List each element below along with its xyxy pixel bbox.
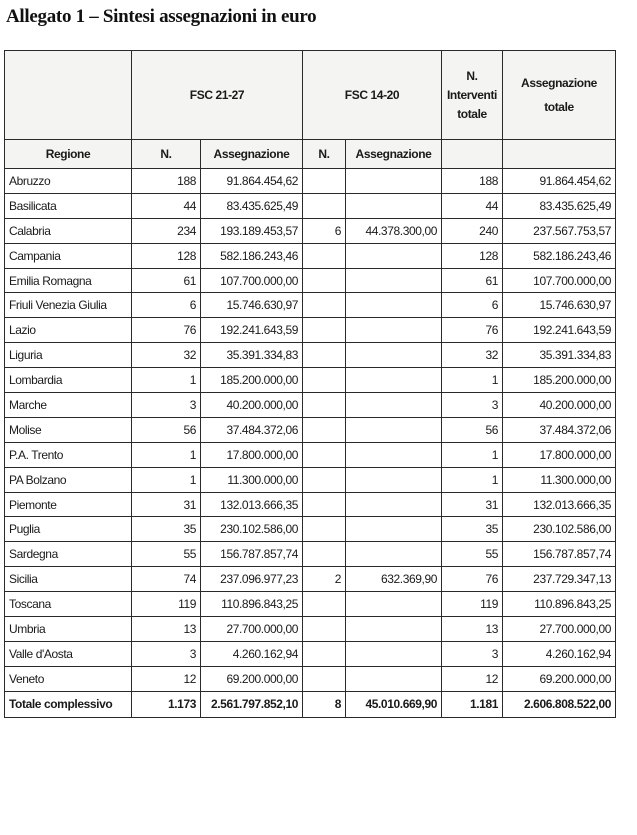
cell-n-totale: 3 <box>442 641 503 666</box>
cell-assegnazione-totale: 15.746.630,97 <box>503 293 616 318</box>
cell-n-1420 <box>303 467 346 492</box>
cell-n-1420 <box>303 492 346 517</box>
cell-assegnazione-totale: 91.864.454,62 <box>503 169 616 194</box>
header-n-interventi-totale: N. Interventi totale <box>442 51 503 140</box>
cell-assegnazione-2127: 27.700.000,00 <box>201 617 303 642</box>
cell-n-totale: 44 <box>442 193 503 218</box>
cell-assegnazione-totale: 17.800.000,00 <box>503 442 616 467</box>
cell-n-1420 <box>303 517 346 542</box>
document-title: Allegato 1 – Sintesi assegnazioni in euro <box>6 6 317 27</box>
cell-assegnazione-totale: 27.700.000,00 <box>503 617 616 642</box>
header-assegnazione-totale: Assegnazione totale <box>503 51 616 140</box>
cell-regione: PA Bolzano <box>5 467 132 492</box>
cell-regione: Campania <box>5 243 132 268</box>
cell-assegnazione-2127: 107.700.000,00 <box>201 268 303 293</box>
table-row <box>5 243 616 268</box>
cell-n-totale: 35 <box>442 517 503 542</box>
cell-regione: Marche <box>5 393 132 418</box>
cell-n-2127: 55 <box>132 542 201 567</box>
header-blank-cell <box>5 51 132 140</box>
table-row <box>5 567 616 592</box>
cell-n-1420 <box>303 641 346 666</box>
table-row <box>5 193 616 218</box>
cell-n-2127: 188 <box>132 169 201 194</box>
cell-assegnazione-totale: 40.200.000,00 <box>503 393 616 418</box>
cell-assegnazione-1420 <box>346 293 442 318</box>
cell-n-2127: 234 <box>132 218 201 243</box>
cell-assegnazione-totale: 237.567.753,57 <box>503 218 616 243</box>
header-fsc1420: FSC 14-20 <box>303 51 442 140</box>
cell-n-2127: 31 <box>132 492 201 517</box>
cell-n-2127: 3 <box>132 393 201 418</box>
cell-n-2127: 3 <box>132 641 201 666</box>
table-row <box>5 617 616 642</box>
cell-n-totale: 1 <box>442 368 503 393</box>
table-row <box>5 666 616 691</box>
cell-n-totale: 1 <box>442 467 503 492</box>
cell-n-totale: 76 <box>442 318 503 343</box>
cell-assegnazione-2127: 83.435.625,49 <box>201 193 303 218</box>
cell-assegnazione-1420 <box>346 592 442 617</box>
total-assegnazione-totale: 2.606.808.522,00 <box>503 691 616 717</box>
cell-n-1420 <box>303 592 346 617</box>
header-n-2127: N. <box>132 140 201 169</box>
cell-assegnazione-1420: 632.369,90 <box>346 567 442 592</box>
cell-n-2127: 128 <box>132 243 201 268</box>
cell-regione: Friuli Venezia Giulia <box>5 293 132 318</box>
cell-n-2127: 1 <box>132 368 201 393</box>
cell-n-2127: 12 <box>132 666 201 691</box>
cell-regione: Liguria <box>5 343 132 368</box>
cell-assegnazione-2127: 17.800.000,00 <box>201 442 303 467</box>
cell-regione: Basilicata <box>5 193 132 218</box>
cell-n-totale: 1 <box>442 442 503 467</box>
cell-assegnazione-1420 <box>346 542 442 567</box>
cell-regione: Lombardia <box>5 368 132 393</box>
cell-n-1420 <box>303 293 346 318</box>
cell-n-totale: 188 <box>442 169 503 194</box>
allocation-summary-table <box>4 50 616 718</box>
cell-regione: Sardegna <box>5 542 132 567</box>
table-row <box>5 343 616 368</box>
cell-assegnazione-1420 <box>346 368 442 393</box>
cell-n-2127: 56 <box>132 417 201 442</box>
cell-assegnazione-totale: 192.241.643,59 <box>503 318 616 343</box>
cell-assegnazione-totale: 107.700.000,00 <box>503 268 616 293</box>
cell-assegnazione-1420: 44.378.300,00 <box>346 218 442 243</box>
cell-assegnazione-totale: 69.200.000,00 <box>503 666 616 691</box>
cell-n-1420 <box>303 617 346 642</box>
cell-n-2127: 32 <box>132 343 201 368</box>
cell-n-totale: 76 <box>442 567 503 592</box>
cell-assegnazione-2127: 156.787.857,74 <box>201 542 303 567</box>
cell-n-totale: 56 <box>442 417 503 442</box>
table-row <box>5 393 616 418</box>
cell-assegnazione-2127: 230.102.586,00 <box>201 517 303 542</box>
table-row <box>5 467 616 492</box>
cell-regione: Calabria <box>5 218 132 243</box>
cell-assegnazione-1420 <box>346 193 442 218</box>
cell-regione: Umbria <box>5 617 132 642</box>
cell-assegnazione-1420 <box>346 393 442 418</box>
cell-regione: Sicilia <box>5 567 132 592</box>
cell-regione: Veneto <box>5 666 132 691</box>
cell-regione: P.A. Trento <box>5 442 132 467</box>
cell-assegnazione-2127: 110.896.843,25 <box>201 592 303 617</box>
cell-assegnazione-2127: 15.746.630,97 <box>201 293 303 318</box>
cell-assegnazione-totale: 582.186.243,46 <box>503 243 616 268</box>
total-n-2127: 1.173 <box>132 691 201 717</box>
cell-assegnazione-1420 <box>346 442 442 467</box>
cell-assegnazione-2127: 237.096.977,23 <box>201 567 303 592</box>
cell-n-1420 <box>303 268 346 293</box>
table-row <box>5 417 616 442</box>
cell-assegnazione-1420 <box>346 492 442 517</box>
cell-regione: Molise <box>5 417 132 442</box>
cell-assegnazione-totale: 4.260.162,94 <box>503 641 616 666</box>
cell-assegnazione-2127: 192.241.643,59 <box>201 318 303 343</box>
cell-n-2127: 6 <box>132 293 201 318</box>
header-assegnazione-1420: Assegnazione <box>346 140 442 169</box>
cell-assegnazione-1420 <box>346 517 442 542</box>
table-row <box>5 218 616 243</box>
cell-assegnazione-1420 <box>346 268 442 293</box>
cell-n-totale: 6 <box>442 293 503 318</box>
cell-n-totale: 12 <box>442 666 503 691</box>
cell-assegnazione-totale: 110.896.843,25 <box>503 592 616 617</box>
cell-assegnazione-totale: 37.484.372,06 <box>503 417 616 442</box>
cell-assegnazione-2127: 193.189.453,57 <box>201 218 303 243</box>
total-regione: Totale complessivo <box>5 691 132 717</box>
cell-assegnazione-2127: 37.484.372,06 <box>201 417 303 442</box>
cell-regione: Valle d'Aosta <box>5 641 132 666</box>
table-row <box>5 492 616 517</box>
cell-n-1420 <box>303 243 346 268</box>
cell-n-2127: 74 <box>132 567 201 592</box>
cell-regione: Emilia Romagna <box>5 268 132 293</box>
cell-assegnazione-1420 <box>346 617 442 642</box>
cell-n-totale: 13 <box>442 617 503 642</box>
total-assegnazione-2127: 2.561.797.852,10 <box>201 691 303 717</box>
cell-assegnazione-2127: 132.013.666,35 <box>201 492 303 517</box>
table-body <box>5 169 616 692</box>
cell-n-totale: 128 <box>442 243 503 268</box>
header-sub-row <box>5 140 616 169</box>
cell-n-2127: 13 <box>132 617 201 642</box>
cell-n-totale: 32 <box>442 343 503 368</box>
cell-regione: Abruzzo <box>5 169 132 194</box>
cell-assegnazione-1420 <box>346 243 442 268</box>
cell-n-1420 <box>303 368 346 393</box>
cell-n-totale: 240 <box>442 218 503 243</box>
table-row <box>5 517 616 542</box>
cell-regione: Piemonte <box>5 492 132 517</box>
header-n-totale-blank <box>442 140 503 169</box>
cell-n-1420 <box>303 169 346 194</box>
cell-assegnazione-2127: 582.186.243,46 <box>201 243 303 268</box>
table-row <box>5 641 616 666</box>
cell-assegnazione-1420 <box>346 467 442 492</box>
cell-n-totale: 55 <box>442 542 503 567</box>
cell-n-1420 <box>303 193 346 218</box>
table-row <box>5 442 616 467</box>
cell-assegnazione-totale: 132.013.666,35 <box>503 492 616 517</box>
total-row <box>5 691 616 717</box>
cell-n-2127: 61 <box>132 268 201 293</box>
cell-assegnazione-1420 <box>346 417 442 442</box>
cell-n-1420: 6 <box>303 218 346 243</box>
cell-n-1420 <box>303 542 346 567</box>
cell-assegnazione-2127: 35.391.334,83 <box>201 343 303 368</box>
cell-regione: Lazio <box>5 318 132 343</box>
cell-assegnazione-1420 <box>346 169 442 194</box>
cell-n-1420 <box>303 417 346 442</box>
cell-regione: Toscana <box>5 592 132 617</box>
header-group-row <box>5 51 616 140</box>
total-assegnazione-1420: 45.010.669,90 <box>346 691 442 717</box>
cell-assegnazione-totale: 230.102.586,00 <box>503 517 616 542</box>
cell-regione: Puglia <box>5 517 132 542</box>
cell-n-1420 <box>303 318 346 343</box>
header-n-1420: N. <box>303 140 346 169</box>
cell-n-1420: 2 <box>303 567 346 592</box>
cell-assegnazione-2127: 40.200.000,00 <box>201 393 303 418</box>
header-regione: Regione <box>5 140 132 169</box>
cell-n-1420 <box>303 343 346 368</box>
table-row <box>5 592 616 617</box>
cell-assegnazione-totale: 11.300.000,00 <box>503 467 616 492</box>
cell-n-2127: 76 <box>132 318 201 343</box>
cell-assegnazione-totale: 83.435.625,49 <box>503 193 616 218</box>
cell-assegnazione-2127: 185.200.000,00 <box>201 368 303 393</box>
cell-assegnazione-2127: 91.864.454,62 <box>201 169 303 194</box>
cell-assegnazione-totale: 237.729.347,13 <box>503 567 616 592</box>
cell-assegnazione-1420 <box>346 641 442 666</box>
total-n-1420: 8 <box>303 691 346 717</box>
table-row <box>5 169 616 194</box>
cell-assegnazione-2127: 4.260.162,94 <box>201 641 303 666</box>
cell-n-totale: 3 <box>442 393 503 418</box>
cell-assegnazione-1420 <box>346 666 442 691</box>
cell-n-1420 <box>303 666 346 691</box>
table-row <box>5 368 616 393</box>
cell-n-totale: 61 <box>442 268 503 293</box>
header-assegnazione-totale-blank <box>503 140 616 169</box>
cell-assegnazione-totale: 185.200.000,00 <box>503 368 616 393</box>
header-fsc2127: FSC 21-27 <box>132 51 303 140</box>
header-assegnazione-2127: Assegnazione <box>201 140 303 169</box>
cell-n-1420 <box>303 393 346 418</box>
cell-n-2127: 119 <box>132 592 201 617</box>
cell-assegnazione-1420 <box>346 343 442 368</box>
cell-n-totale: 31 <box>442 492 503 517</box>
table-row <box>5 542 616 567</box>
cell-n-2127: 35 <box>132 517 201 542</box>
cell-assegnazione-totale: 156.787.857,74 <box>503 542 616 567</box>
cell-n-2127: 1 <box>132 467 201 492</box>
cell-assegnazione-2127: 69.200.000,00 <box>201 666 303 691</box>
cell-n-2127: 1 <box>132 442 201 467</box>
cell-n-2127: 44 <box>132 193 201 218</box>
cell-n-1420 <box>303 442 346 467</box>
table-row <box>5 318 616 343</box>
cell-n-totale: 119 <box>442 592 503 617</box>
cell-assegnazione-totale: 35.391.334,83 <box>503 343 616 368</box>
cell-assegnazione-2127: 11.300.000,00 <box>201 467 303 492</box>
total-n-totale: 1.181 <box>442 691 503 717</box>
table-row <box>5 268 616 293</box>
cell-assegnazione-1420 <box>346 318 442 343</box>
table-row <box>5 293 616 318</box>
